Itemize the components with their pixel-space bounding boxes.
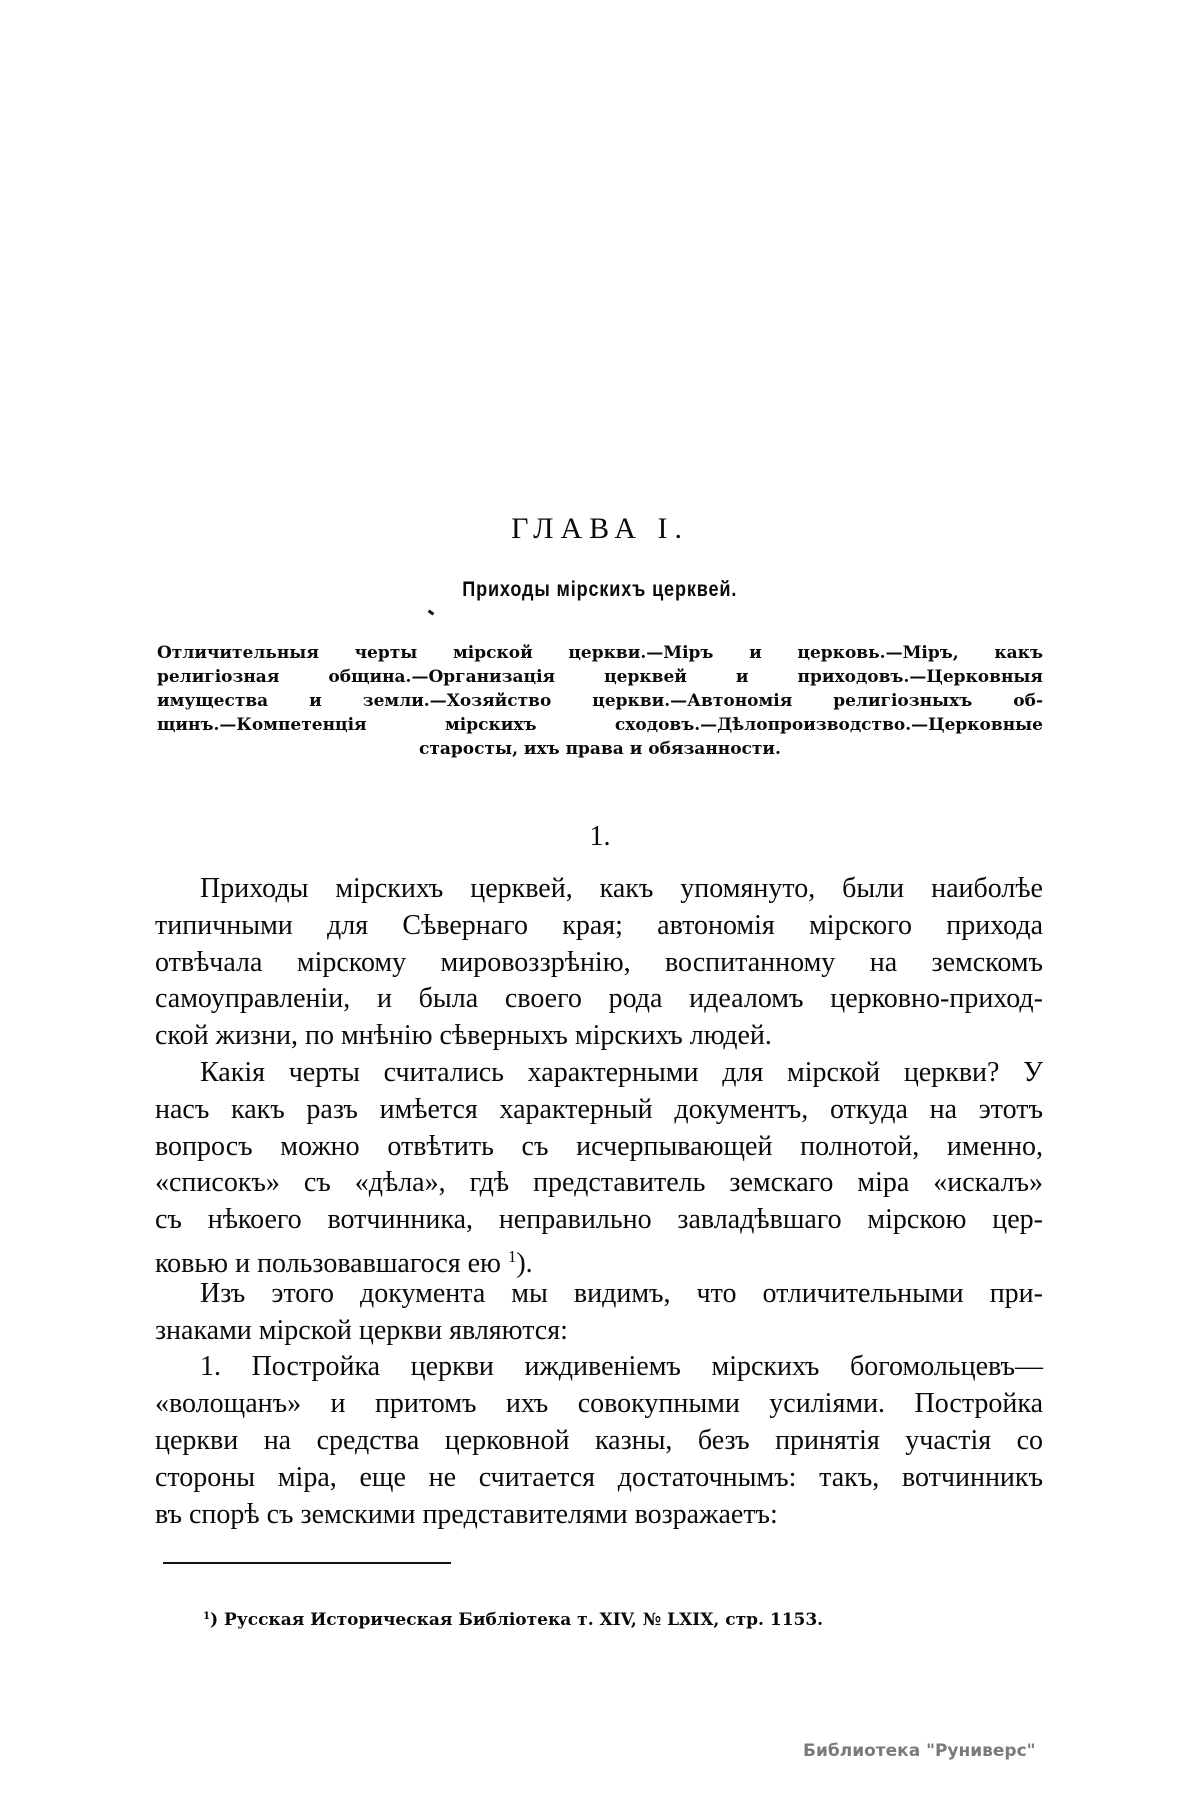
body-line: въ спорѣ съ земскими представителями возражаетъ: (155, 1499, 778, 1530)
body-line: «списокъ» съ «дѣла», гдѣ представитель земскаго міра «искалъ» (155, 1167, 1043, 1198)
body-line-text: ковью и пользовавшагося ею (155, 1248, 501, 1280)
body-line: 1. Постройка церкви иждивеніемъ мірскихъ богомольцевъ— (200, 1351, 1043, 1382)
summary-line: имущества и земли.—Хозяйство церкви.—Автономія религіозныхъ об- (157, 691, 1043, 711)
body-line: Какія черты считались характерными для мірской церкви? У (200, 1057, 1043, 1088)
body-line: церкви на средства церковной казны, безъ принятія участія со (155, 1425, 1043, 1456)
footnote-reference[interactable]: 1 (507, 1247, 517, 1266)
footnote-marker: 1 (203, 1610, 211, 1622)
chapter-heading: ГЛАВА I. (511, 512, 689, 545)
library-watermark: Библиотека "Руниверс" (803, 1741, 1036, 1761)
body-line: знаками мірской церкви являются: (155, 1315, 568, 1346)
section-number: 1. (589, 821, 611, 852)
summary-line: Отличительныя черты мірской церкви.—Міръ и церковь.—Міръ, какъ (157, 643, 1043, 663)
body-line: «волощанъ» и притомъ ихъ совокупными усиліями. Постройка (155, 1388, 1043, 1419)
body-line (155, 1240, 1043, 1281)
body-line: насъ какъ разъ имѣется характерный документъ, откуда на этотъ (155, 1094, 1043, 1125)
footnote-divider (163, 1562, 451, 1564)
body-line-tail: ). (516, 1248, 533, 1280)
body-line: Приходы мірскихъ церквей, какъ упомянуто, были наиболѣе (200, 873, 1043, 904)
body-line: самоуправленіи, и была своего рода идеаломъ церковно-приход- (155, 983, 1043, 1014)
summary-line: щинъ.—Компетенція мірскихъ сходовъ.—Дѣлопроизводство.—Церковные (157, 715, 1043, 735)
print-mark (428, 610, 435, 616)
summary-line: религіозная община.—Организація церквей и приходовъ.—Церковныя (157, 667, 1043, 687)
body-line: типичными для Сѣвернаго края; автономія мірского прихода (155, 910, 1043, 941)
body-line: отвѣчала мірскому мировоззрѣнію, воспитанному на земскомъ (155, 947, 1043, 978)
chapter-title: Приходы мірскихъ церквей. (462, 578, 738, 601)
body-line: съ нѣкоего вотчинника, неправильно завладѣвшаго мірскою цер- (155, 1204, 1043, 1235)
footnote (203, 1604, 823, 1632)
body-line: вопросъ можно отвѣтить съ исчерпывающей полнотой, именно, (155, 1131, 1043, 1162)
summary-line: старосты, ихъ права и обязанности. (419, 739, 781, 759)
body-line: ской жизни, по мнѣнію сѣверныхъ мірскихъ людей. (155, 1020, 772, 1051)
footnote-text: ) Русская Историческая Библіотека т. XIV, № LXIX, стр. 1153. (210, 1610, 824, 1631)
body-line: стороны міра, еще не считается достаточнымъ: такъ, вотчинникъ (155, 1462, 1043, 1493)
body-line: Изъ этого документа мы видимъ, что отличительными при- (200, 1278, 1043, 1309)
